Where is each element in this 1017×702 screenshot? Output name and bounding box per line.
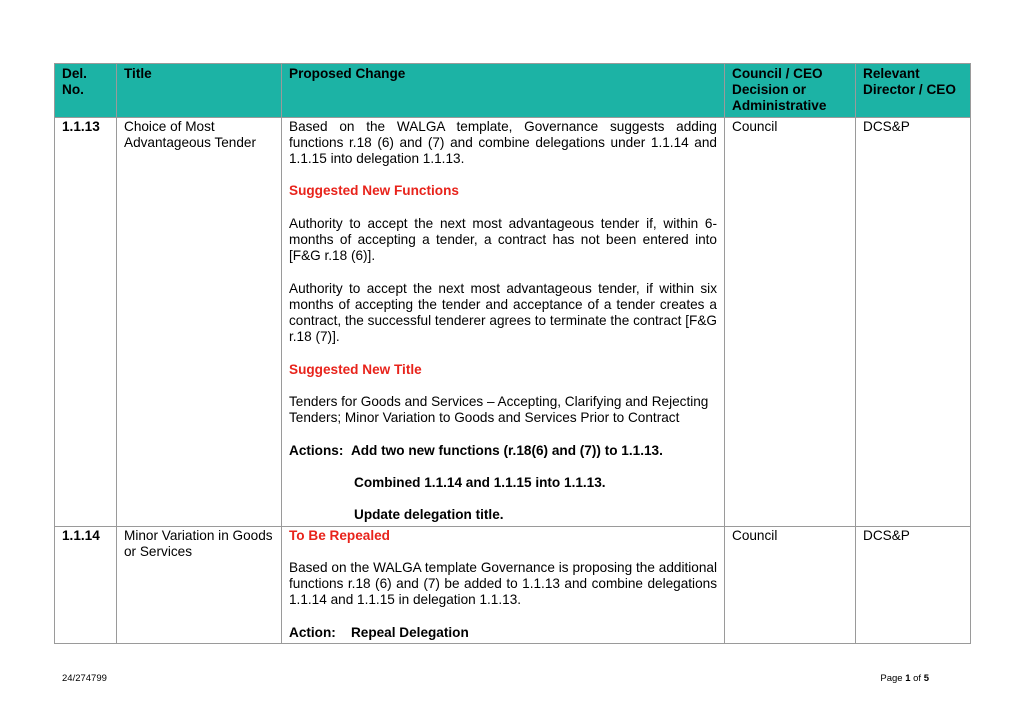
row-proposed-change [282,526,725,643]
header-proposed-change: Proposed Change [282,64,725,118]
header-director: Relevant Director / CEO [856,64,971,118]
table-row [55,117,971,526]
page-current: 1 [905,673,911,684]
change-intro: Based on the WALGA template, Governance suggests adding functions r.18 (6) and (7) and combine delegations under 1.1.14 and 1.1.15 into delegation 1.1.13. [289,118,717,167]
status-heading: To Be Repealed [289,527,390,543]
row-title: Choice of Most Advantageous Tender [117,117,282,526]
title-heading: Suggested New Title [289,361,422,377]
actions-line [289,625,717,641]
table-row [55,526,971,643]
actions-line [289,443,717,459]
row-del-no: 1.1.14 [55,526,117,643]
table-header-row [55,64,971,118]
row-decision: Council [725,526,856,643]
new-title: Tenders for Goods and Services – Accepting, Clarifying and Rejecting Tenders; Minor Variation to Goods and Services Prior to Contract [289,393,709,426]
document-reference: 24/274799 [62,673,107,684]
page-word: Page [880,673,903,684]
row-director: DCS&P [856,117,971,526]
header-title: Title [117,64,282,118]
header-decision: Council / CEO Decision or Administrative [725,64,856,118]
page-of: of [913,673,922,684]
action-1: Repeal Delegation [350,624,469,640]
actions-label: Actions: [289,442,344,458]
row-decision: Council [725,117,856,526]
row-del-no: 1.1.13 [55,117,117,526]
header-del-no: Del. No. [55,64,117,118]
row-director: DCS&P [856,526,971,643]
function-1: Authority to accept the next most advantageous tender if, within 6-months of accepting a tender, a contract has not been entered into [F&G r.18 (6)]. [289,215,717,264]
action-2: Combined 1.1.14 and 1.1.15 into 1.1.13. [354,474,606,490]
row-title: Minor Variation in Goods or Services [117,526,282,643]
page-number [880,673,929,684]
action-1: Add two new functions (r.18(6) and (7)) to 1.1.13. [350,442,663,458]
row-proposed-change [282,117,725,526]
action-3: Update delegation title. [354,507,504,523]
change-intro: Based on the WALGA template Governance is proposing the additional functions r.18 (6) and (7) be added to 1.1.13 and combine delegations 1.1.14 and 1.1.15 in delegation 1.1.13. [289,559,717,608]
delegation-table [54,63,971,644]
actions-label: Action: [289,624,336,640]
functions-heading: Suggested New Functions [289,183,459,199]
function-2: Authority to accept the next most advantageous tender, if within six months of accepting the tender and acceptance of a tender creates a contract, the successful tenderer agrees to terminate the contract [F&G r.18 (7)]. [289,280,717,345]
page-total: 5 [923,673,929,684]
